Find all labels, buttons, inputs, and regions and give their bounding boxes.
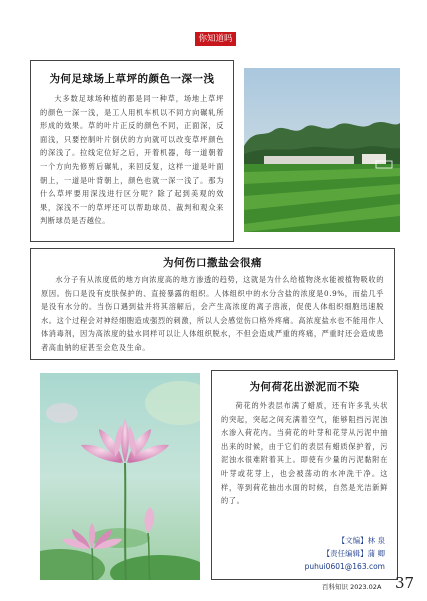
article-lotus-box — [211, 370, 398, 580]
section-tag: 你知道吗 — [195, 32, 236, 46]
article-salt-title: 为何伤口撒盐会很痛 — [163, 257, 262, 269]
article-lotus-title: 为何荷花出淤泥而不染 — [249, 381, 360, 393]
credit-author: 【文编】林 泉 — [337, 536, 385, 545]
article-football-body: 大多数足球场种植的都是同一种草，场地上草坪的颜色一深一浅，是工人用机车机以不同方向碾轧所形成的效果。草的叶片正反的颜色不同，正面深，反面浅，只要控制叶片倒伏的方向就可以改变草坪颜色的深浅了。拉线定位好之后，开着机器，每一道朝着一个方向先修剪后碾轧，来回反复，这样一道是叶面朝上，一道是叶背朝上，颜色也就一深一浅了。那为什么草坪要用深浅进行区分呢？除了起到美观的效果，深浅不一的草坪还可以帮助球员、裁判和观众来判断球员是否越位。 — [40, 94, 224, 226]
page-number: 37 — [395, 574, 415, 592]
article-salt-box — [30, 248, 395, 360]
article-football-title: 为何足球场上草坪的颜色一深一浅 — [49, 73, 215, 85]
football-field-photo — [244, 68, 400, 232]
journal-issue: 百科知识 2023.02A — [322, 583, 382, 591]
article-salt-body: 水分子有从浓度低的地方向浓度高的地方渗透的趋势，这就是为什么给植物浇水能被植物吸收的原因。伤口是没有皮肤保护的、直接暴露的组织。人体组织中的水分含盐的浓度是0.9%，而盐几乎是没有水分的。当伤口遇到盐并将其溶解后，会产生高浓度的离子溶液，促使人体组织细胞迅速脱水。这个过程会对神经细胞造成强烈的刺激，所以人会感觉伤口格外疼痛。高浓度盐水也不能用作人体消毒剂，因为高浓度的盐水同样可以让人体组织脱水，不但会造成严重的疼痛，严重时还会造成患者高血钠的症甚至会危及生命。 — [41, 275, 384, 352]
credit-editor: 【责任编辑】蒲 卿 — [322, 549, 385, 558]
article-lotus-body: 荷花的外表层布满了蜡质，还有许多乳头状的突起，突起之间充满着空气，能够阻挡污泥浊水渗入荷花内。当荷花的叶芽和花芽从污泥中抽出来的时候，由于它们的表层有蜡质保护着，污泥浊水很难附着其上。即使有少量的污泥黏附在叶芽或花芽上，也会被荡动的水冲洗干净。这样，等到荷花抽出水面的时候，自然是光洁新鲜的了。 — [221, 401, 388, 506]
article-credits — [305, 534, 385, 573]
article-football-box — [30, 60, 234, 242]
editor-email: puhui0601@163.com — [304, 562, 385, 571]
lotus-photo — [40, 373, 200, 580]
